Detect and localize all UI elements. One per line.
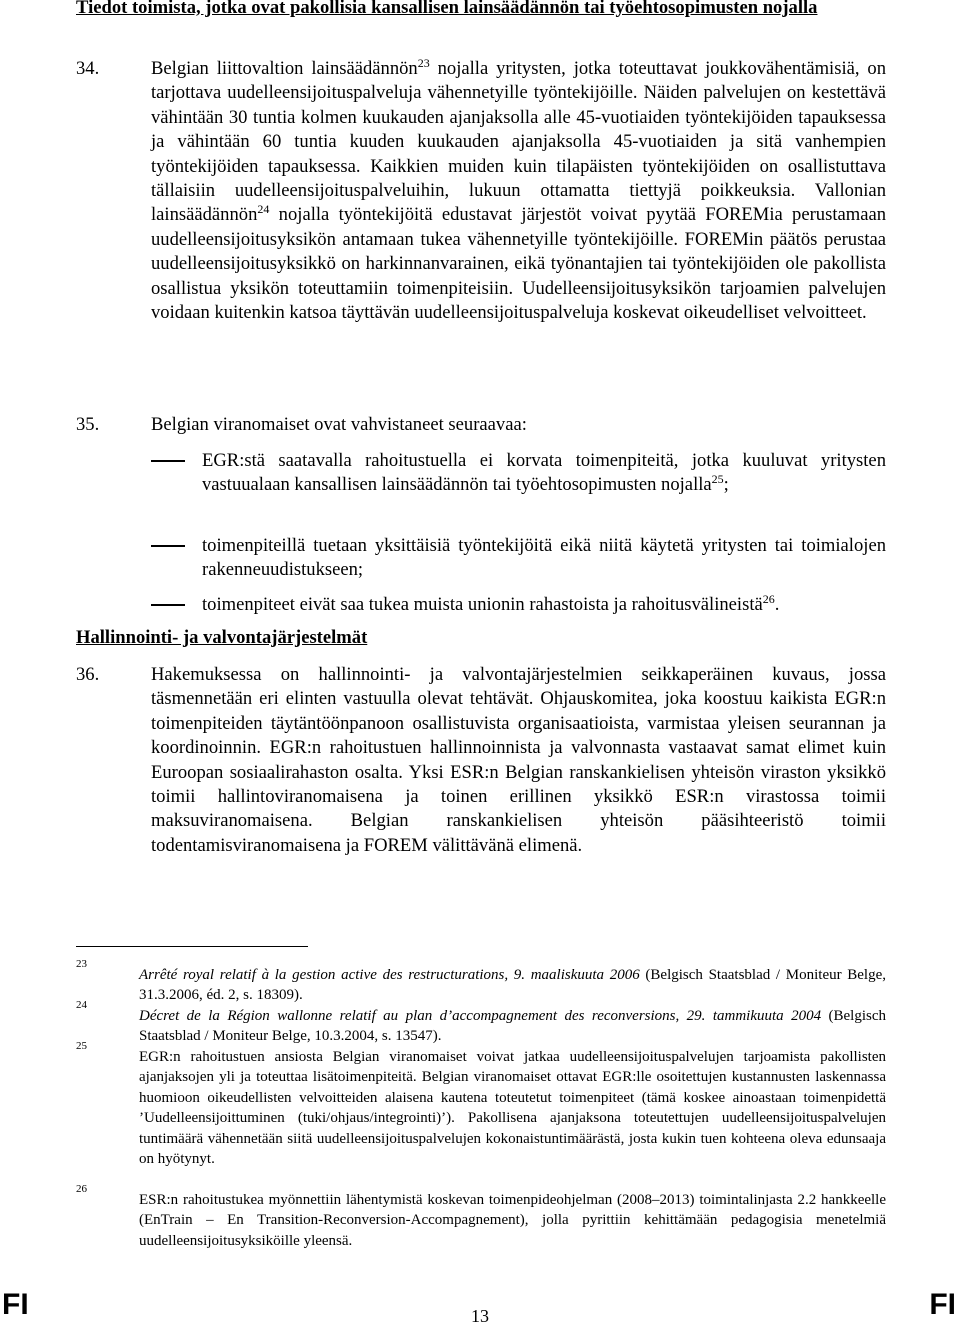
dash-list-item-2 <box>151 534 886 583</box>
footnote-text: ESR:n rahoitustukea myönnettiin lähentymistä koskevan toimenpideohjelman (2008–2013) toimintalinjasta 2.2 hankkeelle (EnTrain – En Transition-Reconversion-Accompagnement), jolla pyrittiin kehittämään pedagogisia menetelmiä uudelleensijoitusyksiköille yleensä. <box>139 1192 886 1249</box>
footnote-ref-23[interactable]: 23 <box>417 56 430 70</box>
dash-bullet-icon <box>151 545 185 547</box>
footnote-text: Décret de la Région wallonne relatif au plan d’accompagnement des reconversions, 29. tammikuuta 2004 (Belgisch Staatsblad / Moniteur Belge, 10.3.2004, s. 13547). <box>139 1008 886 1045</box>
footnote-26 <box>76 1183 886 1251</box>
list-item-text: toimenpiteet eivät saa tukea muista unionin rahastoista ja rahoitusvälineistä$^{26}$. <box>202 592 780 615</box>
footnote-number: 25 <box>76 1040 87 1052</box>
paragraph-36 <box>76 663 886 858</box>
dash-list-item-3 <box>151 593 886 617</box>
footnote-number: 26 <box>76 1183 87 1195</box>
page-number: 13 <box>471 1306 489 1326</box>
dash-bullet-icon <box>151 460 185 462</box>
paragraph-body <box>151 57 886 325</box>
section-heading-mandatory-actions: Tiedot toimista, jotka ovat pakollisia kansallisen lainsäädännön tai työehtosopimusten nojalla <box>76 0 818 18</box>
list-item-text: toimenpiteillä tuetaan yksittäisiä työntekijöitä eikä niitä käytetä yritysten tai toimialojen rakenneuudistukseen; <box>202 535 886 581</box>
footnote-number: 24 <box>76 999 87 1011</box>
paragraph-number: 36. <box>76 664 100 685</box>
footnote-ref-24[interactable]: 24 <box>257 202 270 217</box>
list-item-text: EGR:stä saatavalla rahoitustuella ei korvata toimenpiteitä, jotka kuuluvat yritysten vastuualaan kansallisen lainsäädännön tai työehtosopimusten nojalla$^{25}$; <box>202 450 886 496</box>
paragraph-body: Hakemuksessa on hallinnointi- ja valvontajärjestelmien seikkaperäinen kuvaus, jossa täsmennetään eri elinten vastuulla olevat tehtävät. Ohjauskomitea, joka koostuu kaikista EGR:n toimenpiteiden täytäntöönpanoon osallistuvista organisaatioista, varmistaa yleisen seurannan ja koordinoinnin. EGR:n rahoitustuen hallinnoinnista ja valvonnasta vastaavat samat elimet kuin Euroopan sosiaalirahaston osalta. Yksi ESR:n Belgian ranskankielisen yhteisön viraston yksikkö toimii hallintoviranomaisena ja toinen erillinen yksikkö ESR:n virastossa toimii maksuviranomaisena. Belgian ranskankielisen yhteisön pääsihteeristö toimii todentamisviranomaisena ja FOREM välittävänä elimenä. <box>151 664 886 856</box>
footnote-25 <box>76 1040 886 1169</box>
section-heading-management-control: Hallinnointi- ja valvontajärjestelmät <box>76 627 368 648</box>
footnote-number: 23 <box>76 958 87 970</box>
paragraph-number: 34. <box>76 58 100 79</box>
footer-language-code-right: FI <box>929 1288 956 1321</box>
paragraph-text: Belgian liittovaltion lainsäädännön <box>151 58 418 79</box>
footnote-text: Arrêté royal relatif à la gestion active des restructurations, 9. maaliskuuta 2006 (Belgisch Staatsblad / Moniteur Belge, 31.3.2006, éd. 2, s. 18309). <box>139 967 887 1004</box>
paragraph-34 <box>76 57 886 325</box>
footnote-24 <box>76 999 886 1047</box>
footnote-ref-26[interactable]: 26 <box>762 592 775 606</box>
footnote-ref-25[interactable]: 25 <box>711 472 724 487</box>
dash-list-item-1 <box>151 449 886 498</box>
dash-bullet-icon <box>151 604 185 606</box>
paragraph-text: nojalla työntekijöitä edustavat järjestöt voivat pyytää FOREMia perustamaan uudelleensijoitusyksikön antamaan tukea vähennetyille työntekijöille. FOREMin päätös perustaa uudelleensijoitusyksikkö on harkinnanvarainen, eikä työnantajien tai työntekijöiden ole pakollista osallistua yksikön toteuttamiin toimenpiteisiin. Uudelleensijoitusyksikön tarjoamien palvelujen voidaan kuitenkin katsoa täyttävän uudelleensijoituspalveluja koskevat oikeudelliset velvoitteet. <box>151 204 886 324</box>
footer-language-code-left: FI <box>2 1288 29 1321</box>
footnote-23 <box>76 958 887 1006</box>
footnote-separator <box>76 946 308 947</box>
footnote-text: EGR:n rahoitustuen ansiosta Belgian viranomaiset voivat jatkaa uudelleensijoituspalvelujen tarjoamista pakollisten ajanjaksojen yli ja toteuttaa lisätoimenpiteitä. Belgian viranomaiset ottavat EGR:lle osoitettujen kustannusten laskennassa huomioon oikeudellisten velvoitteiden alaisena kautena toteutetut toimenpiteet (tämä koskee ainoastaan toimenpidettä ’Uudelleensijoittuminen (tuki/ohjaus/integrointi)’). Pakollisena ajanjaksona toteutettujen uudelleensijoituspalvelujen tuntimäärä vähennetään siitä uudelleensijoituspalvelujen kokonaistuntimäärästä, josta kukin tuen kohteena oleva edunsaaja on hyötynyt. <box>139 1049 886 1168</box>
paragraph-body: Belgian viranomaiset ovat vahvistaneet seuraavaa: <box>151 414 527 435</box>
paragraph-35 <box>76 413 886 437</box>
paragraph-text: nojalla yritysten, jotka toteuttavat joukkovähentämisiä, on tarjottava uudelleensijoituspalveluja vähennetyille työntekijöille. Näiden palvelujen on kestettävä vähintään 30 tuntia kolmen kuukauden ajanjaksolla alle 45-vuotiaiden työntekijöiden tapauksessa ja vähintään 60 tuntia kuuden kuukauden ajanjaksolla 45-vuotiaiden ja sitä vanhempien työntekijöiden tapauksessa. Kaikkien muiden kuin tilapäisten työntekijöiden on osallistuttava tällaisiin uudelleensijoituspalveluihin, lukuun ottamatta tiettyjä poikkeuksia. Vallonian lainsäädännön <box>151 58 886 226</box>
paragraph-number: 35. <box>76 414 100 435</box>
